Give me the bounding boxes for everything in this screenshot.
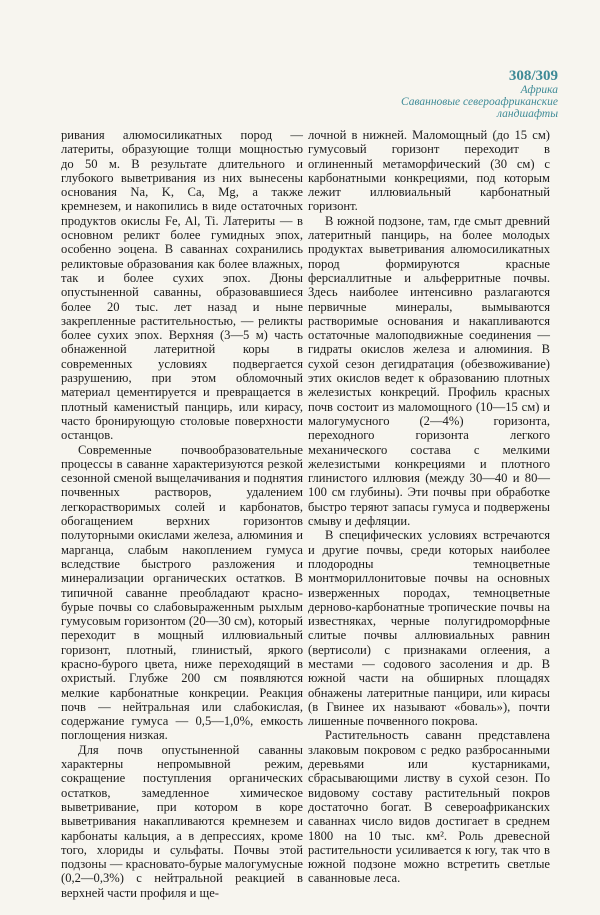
paragraph: Растительность саванн представлена злаковым покровом с редко разбросанными деревьями или кустарниками, сбрасывающими листву в сухой сезон. По видовому составу растительный покров достаточно богат. В североафриканских саваннах число видов достигает в среднем 1800 на 10 тыс. км². Роль древесной растительности усиливается к югу, так что в южной подзоне можно встретить светлые саванновые леса. [308,728,550,886]
subsection-title: Саванновые североафриканские ландшафты [400,96,558,120]
paragraph: лочной в нижней. Маломощный (до 15 см) гумусовый горизонт переходит в оглиненный метаморфический (30 см) с карбонатными конкрециями, под которым лежит иллювиальный карбонатный горизонт. [308,128,550,214]
left-column [61,128,303,900]
paragraph: Для почв опустыненной саванны характерны непромывной режим, сокращение поступления органических остатков, замедленное химическое выветривание, при котором в коре выветривания накапливаются кремнезем и карбонаты кальция, а в депрессиях, кроме того, хлориды и сульфаты. Почвы этой подзоны — красновато-бурые малогумусные (0,2—0,3%) с нейтральной реакцией в верхней части профиля и ще- [61,742,303,900]
paragraph: ривания алюмосиликатных пород — латериты, образующие толщи мощностью до 50 м. В результате длительного и глубокого выветривания из них вынесены основания Na, K, Ca, Mg, а также кремнезем, и накопились в виде остаточных продуктов окислы Fe, Al, Ti. Латериты — в основном реликт более гумидных эпох, особенно эоцена. В саваннах сохранились реликтовые образования как более влажных, так и более сухих эпох. Дюны опустыненной саванны, образовавшиеся более 20 тыс. лет назад и ныне закрепленные растительностью, — реликты более сухих эпох. Верхняя (3—5 м) часть обнаженной латеритной коры в современных условиях подвергается разрушению, при этом обломочный материал цементируется и превращается в плотный каменистый панцирь, или кирасу, часто бронирующую столовые поверхности останцов. [61,128,303,443]
right-column [308,128,550,886]
paragraph: Современные почвообразовательные процессы в саванне характеризуются резкой сезонной сменой выщелачивания и поднятия почвенных растворов, удалением легкорастворимых солей и карбонатов, обогащением верхних горизонтов полуторными окислами железа, алюминия и марганца, слабым накоплением гумуса вследствие быстрого разложения и минерализации органических остатков. В типичной саванне преобладают красно-бурые почвы со слабовыраженным рыхлым гумусовым горизонтом (20—30 см), который переходит в мощный иллювиальный горизонт, плотный, глинистый, яркого красно-бурого цвета, ниже переходящий в охристый. Глубже 200 см появляются мелкие карбонатные конкреции. Реакция почв — нейтральная или слабокислая, содержание гумуса — 0,5—1,0%, емкость поглощения низкая. [61,442,303,743]
paragraph: В специфических условиях встречаются и другие почвы, среди которых наиболее плодородны темноцветные монтмориллонитовые почвы на основных изверженных породах, темноцветные дерново-карбонатные тропические почвы на известняках, черные полугидроморфные слитые почвы аллювиальных равнин (вертисоли) с признаками оглеения, а местами — содового засоления и др. В южной части на обширных площадях обнажены латеритные панцири, или кирасы (в Гвинее их называют «боваль»), почти лишенные почвенного покрова. [308,528,550,729]
paragraph: В южной подзоне, там, где смыт древний латеритный панцирь, на более молодых продуктах выветривания алюмосиликатных пород формируются красные ферсиаллитные и альферритные почвы. Здесь наиболее интенсивно разлагаются первичные минералы, вымываются растворимые основания и накапливаются остаточные малоподвижные соединения — гидраты окислов железа и алюминия. В сухой сезон дегидратация (обезвоживание) этих окислов ведет к образованию плотных железистых конкреций. Профиль красных почв состоит из маломощного (10—15 см) и малогумусного (2—4%) горизонта, переходного горизонта легкого механического состава с мелкими железистыми конкрециями и плотного глинистого иллювия (между 30—40 и 80—100 см глубины). Эти почвы при обработке быстро теряют запасы гумуса и подвержены смыву и дефляции. [308,213,550,529]
page-numbers: 308/309 [508,68,558,84]
running-header [398,68,558,120]
section-title: Африка [520,84,558,96]
